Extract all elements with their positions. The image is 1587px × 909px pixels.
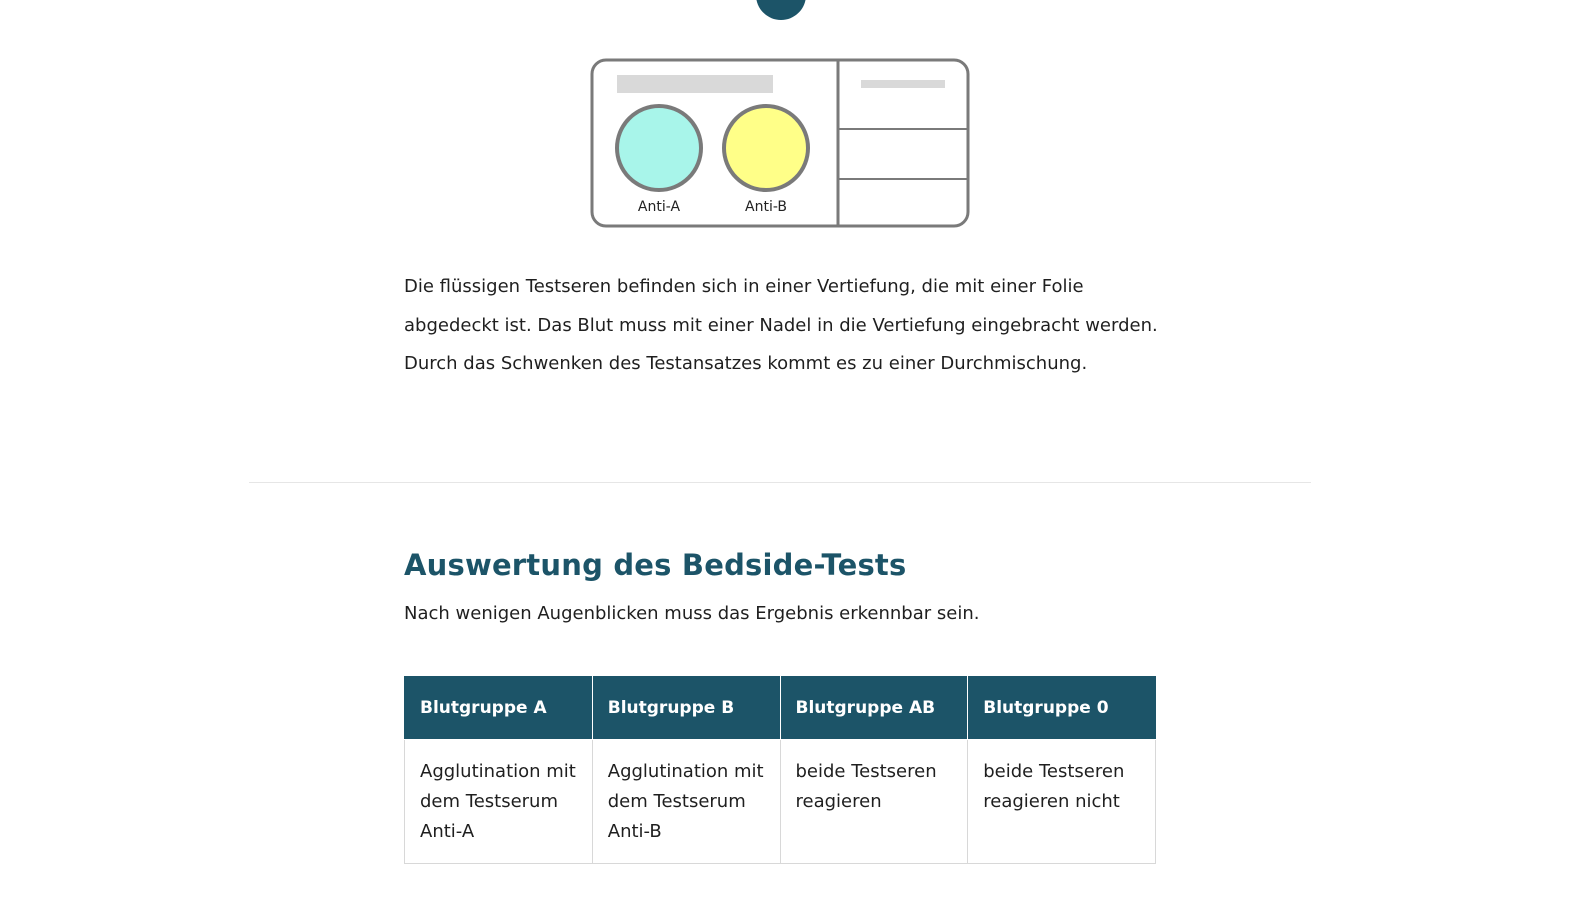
anti-a-serum-well [617,106,701,190]
header-blutgruppe-ab: Blutgruppe AB [780,677,968,740]
section-subtitle: Nach wenigen Augenblicken muss das Ergebnis erkennbar sein. [404,603,980,624]
section-title: Auswertung des Bedside-Tests [404,548,907,582]
step-marker-dot [756,0,806,20]
cell-result-a: Agglutination mit dem Testserum Anti-A [405,740,593,864]
cell-result-0: beide Testseren reagieren nicht [968,740,1156,864]
header-blutgruppe-a: Blutgruppe A [405,677,593,740]
table-header-row [405,677,1156,740]
anti-b-label: Anti-B [745,199,787,215]
anti-a-label: Anti-A [637,199,681,215]
cell-result-b: Agglutination mit dem Testserum Anti-B [592,740,780,864]
anti-b-serum-well [724,106,808,190]
header-blutgruppe-0: Blutgruppe 0 [968,677,1156,740]
intro-paragraph: Die flüssigen Testseren befinden sich in einer Vertiefung, die mit einer Folie abgedeckt ist. Das Blut muss mit einer Nadel in die Vertiefung eingebracht werden. Durch das Schwenken des Testansatzes kommt es zu einer Durchmischung. [404,276,1158,374]
card-name-placeholder [617,75,773,93]
card-field-placeholder [861,80,945,88]
blood-group-result-table [404,676,1156,864]
bedside-test-card-illustration [590,58,972,230]
cell-result-ab: beide Testseren reagieren [780,740,968,864]
header-blutgruppe-b: Blutgruppe B [592,677,780,740]
table-row [405,740,1156,864]
section-divider [249,482,1311,483]
